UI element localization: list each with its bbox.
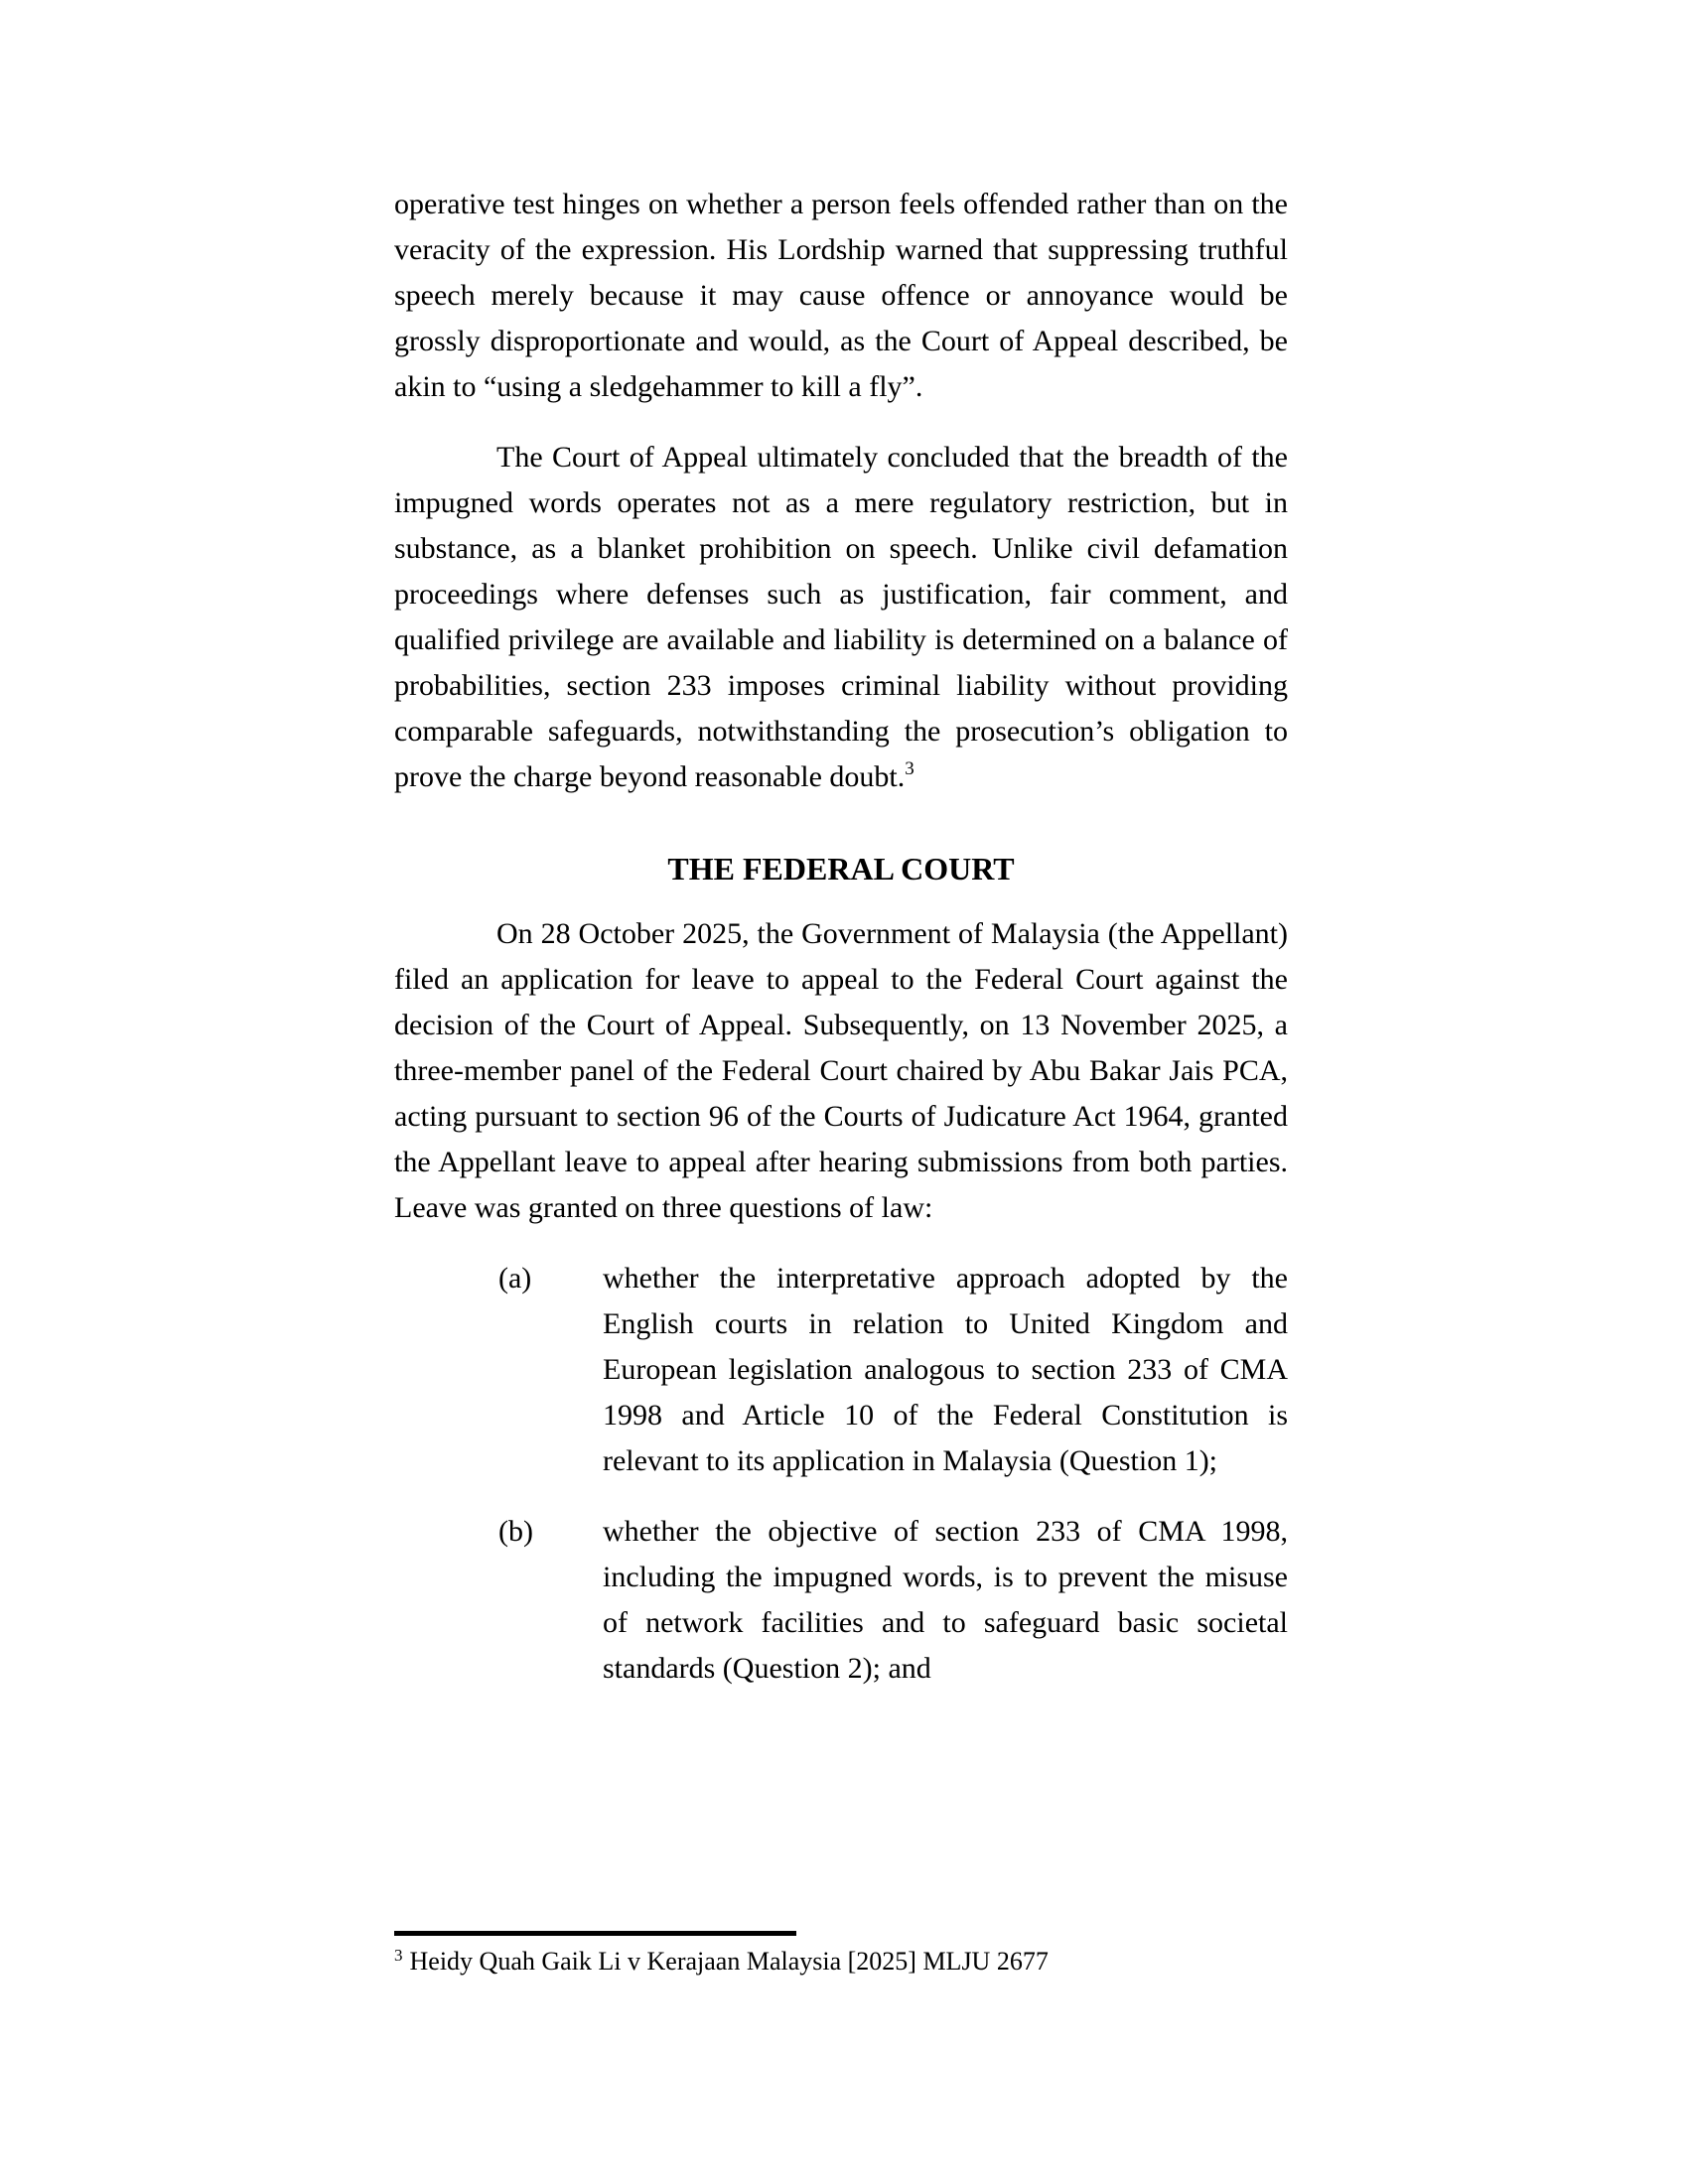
question-list [394, 1256, 1288, 1692]
section-heading-federal-court: THE FEDERAL COURT [667, 851, 1015, 887]
list-item-text: whether the interpretative approach adopted by the English courts in relation to United Kingdom and European legislation analogous to section 233 of CMA 1998 and Article 10 of the Federal Constitution is relevant to its application in Malaysia (Question 1); [603, 1262, 1288, 1477]
list-item-question-2 [498, 1509, 1288, 1692]
footnote-marker: 3 [394, 1946, 403, 1965]
paragraph-text: The Court of Appeal ultimately concluded that the breadth of the impugned words operates not as a mere regulatory restriction, but in substance, as a blanket prohibition on speech. Unlike civil defamation proceedings where defenses such as justification, fair comment, and qualified privilege are available and liability is determined on a balance of probabilities, section 233 imposes criminal liability without providing comparable safeguards, notwithstanding the prosecution’s obligation to prove the charge beyond reasonable doubt. [394, 441, 1288, 793]
list-item-text: whether the objective of section 233 of CMA 1998, including the impugned words, is to prevent the misuse of network facilities and to safeguard basic societal standards (Question 2); and [603, 1515, 1288, 1685]
list-item-label: (a) [498, 1262, 532, 1295]
paragraph-court-of-appeal-conclusion [394, 435, 1288, 800]
paragraph-federal-court-leave [394, 911, 1288, 1231]
paragraph-text: On 28 October 2025, the Government of Malaysia (the Appellant) filed an application for leave to appeal to the Federal Court against the decision of the Court of Appeal. Subsequently, on 13 November 2025, a three-member panel of the Federal Court chaired by Abu Bakar Jais PCA, acting pursuant to section 96 of the Courts of Judicature Act 1964, granted the Appellant leave to appeal after hearing submissions from both parties. Leave was granted on three questions of law: [394, 917, 1288, 1224]
list-item-question-1 [498, 1256, 1288, 1484]
footnote-text: Heidy Quah Gaik Li v Kerajaan Malaysia [2025] MLJU 2677 [409, 1947, 1049, 1976]
paragraph-continuation [394, 182, 1288, 410]
footnote-reference: 3 [905, 758, 914, 779]
footnote-area [394, 1931, 1288, 1978]
list-item-label: (b) [498, 1515, 533, 1548]
footnote-separator-rule [394, 1931, 796, 1936]
footnote [394, 1945, 1288, 1978]
paragraph-text: operative test hinges on whether a person feels offended rather than on the veracity of the expression. His Lordship warned that suppressing truthful speech merely because it may cause offence or annoyance would be grossly disproportionate and would, as the Court of Appeal described, be akin to “using a sledgehammer to kill a fly”. [394, 188, 1288, 403]
main-text-column [394, 182, 1288, 1716]
